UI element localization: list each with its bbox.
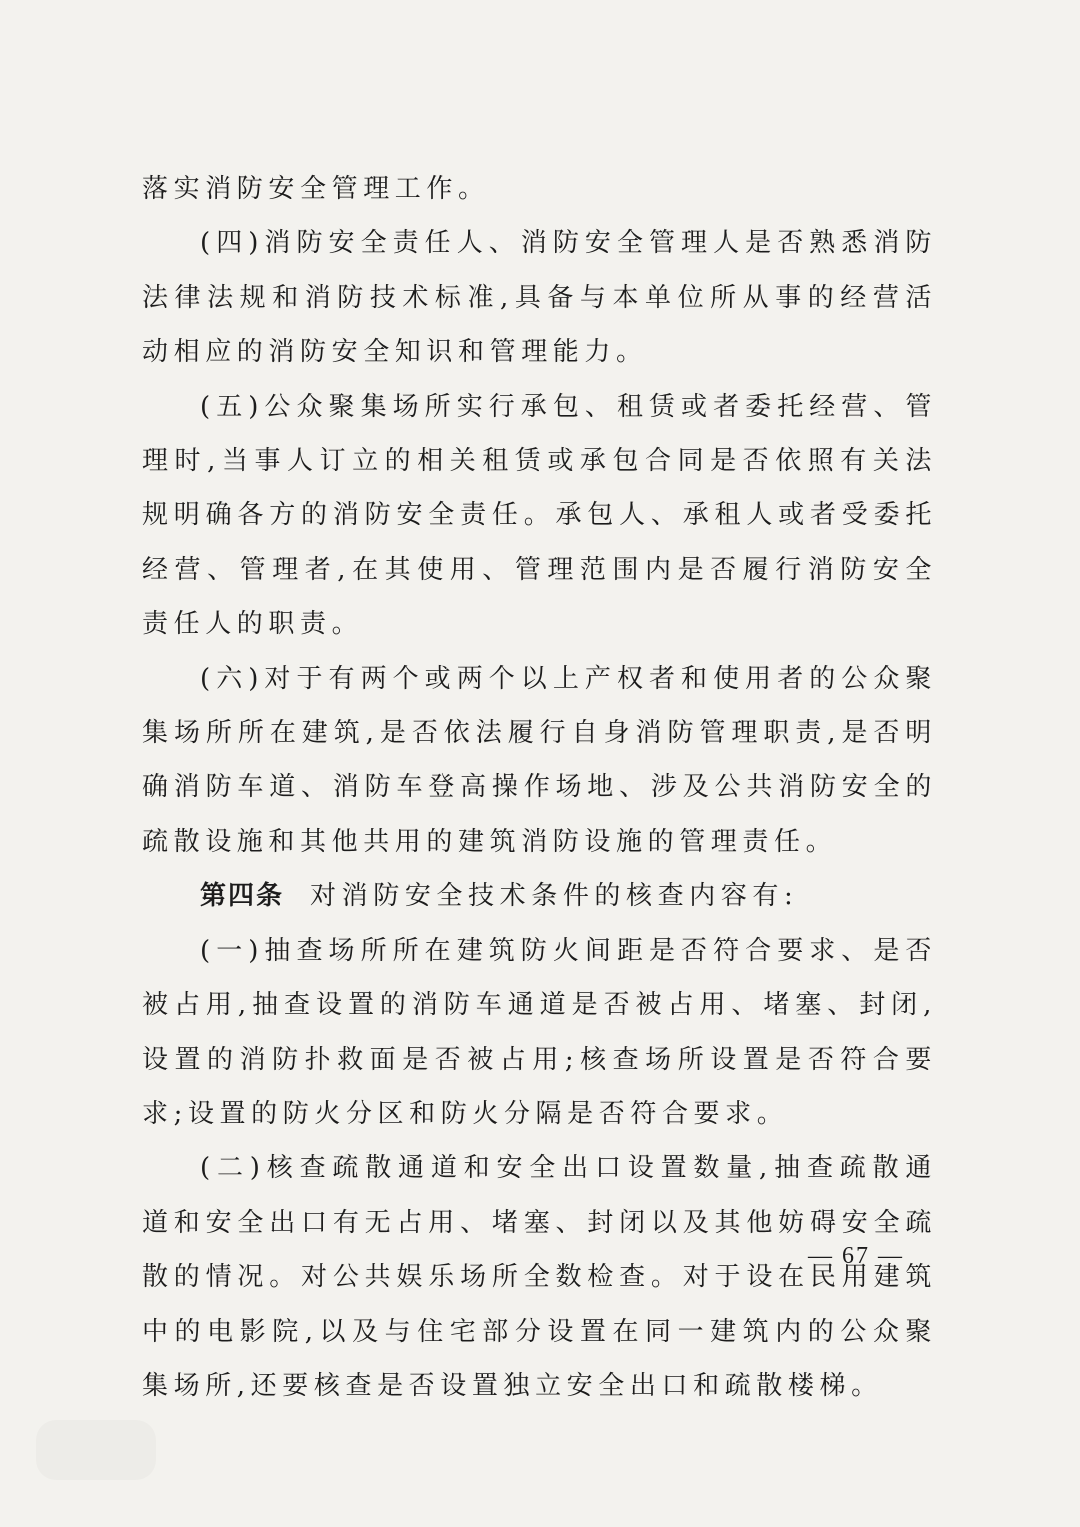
scan-smudge [36,1420,156,1480]
article-label: 第四条 [200,881,285,912]
paragraph-check-1: (一)抽查场所所在建筑防火间距是否符合要求、是否被占用,抽查设置的消防车通道是否被占用、堵塞、封闭,设置的消防扑救面是否被占用;核查场所设置是否符合要求;设置的防火分区和防火分隔是否符合要求。 [142,935,937,1129]
paragraph-item-6: (六)对于有两个或两个以上产权者和使用者的公众聚集场所所在建筑,是否依法履行自身消防管理职责,是否明确消防车道、消防车登高操作场地、涉及公共消防安全的疏散设施和其他共用的建筑消防设施的管理责任。 [142,663,937,857]
paragraph-item-4: (四)消防安全责任人、消防安全管理人是否熟悉消防法律法规和消防技术标准,具备与本单位所从事的经营活动相应的消防安全知识和管理能力。 [142,228,937,368]
paragraph-check-2: (二)核查疏散通道和安全出口设置数量,抽查疏散通道和安全出口有无占用、堵塞、封闭以及其他妨碍安全疏散的情况。对公共娱乐场所全数检查。对于设在民用建筑中的电影院,以及与住宅部分设置在同一建筑内的公众聚集场所,还要核查是否设置独立安全出口和疏散楼梯。 [142,1153,937,1401]
paragraph-continuation: 落实消防安全管理工作。 [142,174,490,204]
page-number: — 67 — [808,1243,904,1269]
body-text [142,162,937,1413]
article-text: 对消防安全技术条件的核查内容有: [310,881,799,912]
paragraph-item-5: (五)公众聚集场所实行承包、租赁或者委托经营、管理时,当事人订立的相关租赁或承包合同是否依照有关法规明确各方的消防安全责任。承包人、承租人或者受委托经营、管理者,在其使用、管理范围内是否履行消防安全责任人的职责。 [142,391,937,640]
article-heading [142,869,937,923]
